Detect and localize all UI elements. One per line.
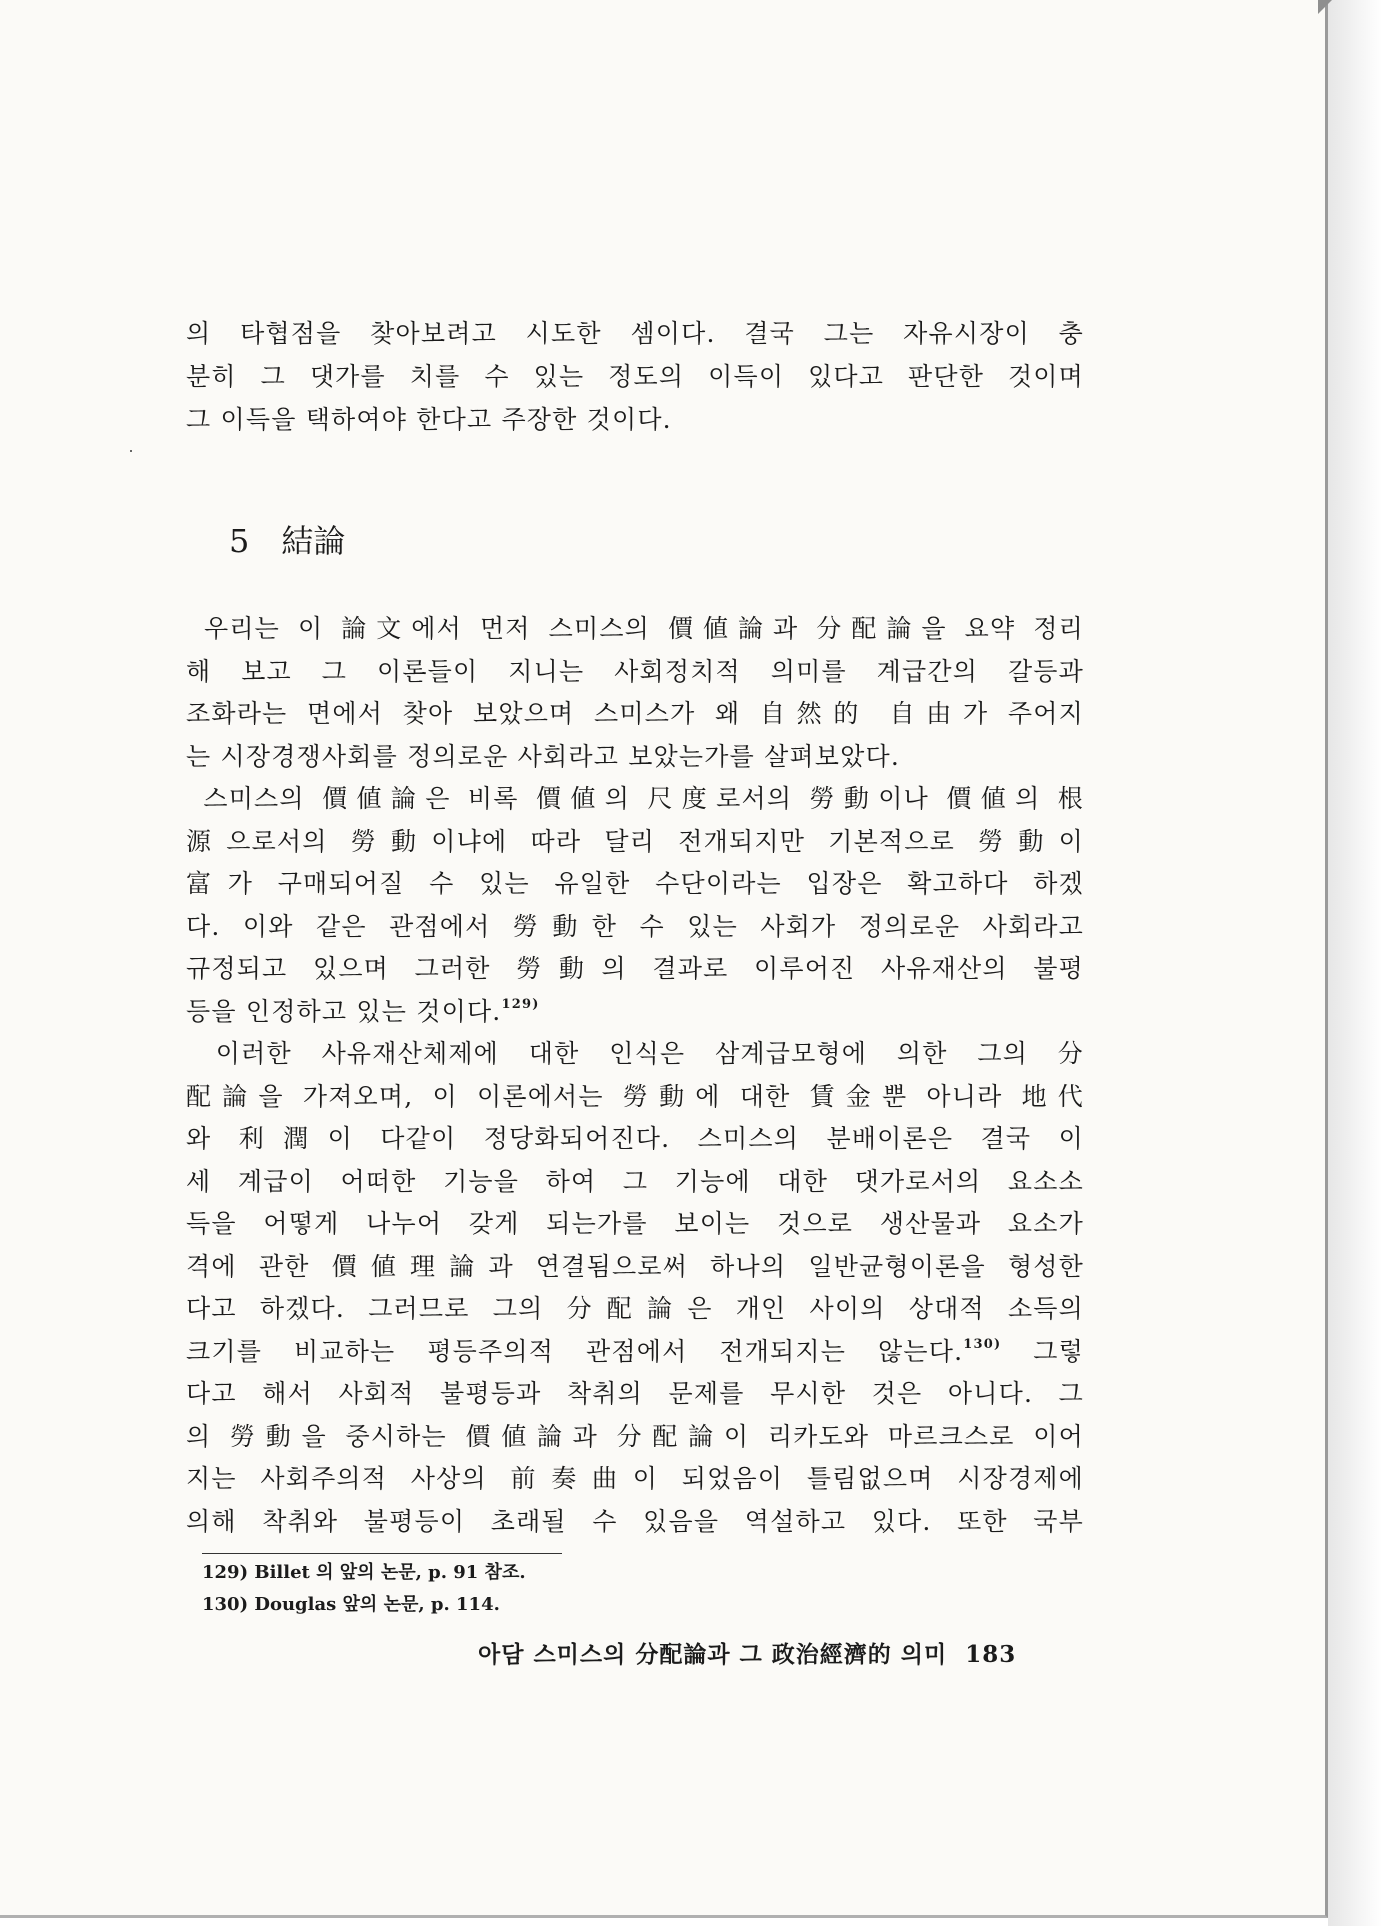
text-line: 와 利潤이 다같이 정당화되어진다. 스미스의 분배이론은 결국 이 <box>186 1124 1084 1153</box>
conclusion-body <box>186 608 1084 1543</box>
page-edge-shadow <box>1328 0 1382 1926</box>
text-line: 다고 해서 사회적 불평등과 착취의 문제를 무시한 것은 아니다. 그 <box>186 1379 1084 1408</box>
intro-paragraph <box>186 312 1084 441</box>
text-line: 지는 사회주의적 사상의 前奏曲이 되었음이 틀림없으며 시장경제에 <box>186 1464 1084 1493</box>
text-line: 격에 관한 價値理論과 연결됨으로써 하나의 일반균형이론을 형성한 <box>186 1251 1084 1281</box>
text-line: 의해 착취와 불평등이 초래될 수 있음을 역설하고 있다. 또한 국부 <box>186 1506 1084 1536</box>
running-footer <box>478 1636 1016 1669</box>
text-line: 의 타협점을 찾아보려고 시도한 셈이다. 결국 그는 자유시장이 충 <box>186 319 1084 348</box>
text-line: 스미스의 價値論은 비록 價値의 尺度로서의 勞動이나 價値의 根 <box>203 784 1084 813</box>
running-title: 아담 스미스의 分配論과 그 政治經濟的 의미 <box>478 1641 948 1668</box>
text-line: 득을 어떻게 나누어 갖게 되는가를 보이는 것으로 생산물과 요소가 <box>186 1209 1084 1238</box>
footnote-ref: 129) <box>501 996 540 1012</box>
page-corner <box>1318 0 1332 14</box>
footnote-130: 130) Douglas 앞의 논문, p. 114. <box>202 1594 500 1615</box>
text-line: 配論을 가져오며, 이 이론에서는 勞動에 대한 賃金뿐 아니라 地代 <box>186 1081 1084 1111</box>
text-line: 다. 이와 같은 관점에서 勞動한 수 있는 사회가 정의로운 사회라고 <box>186 911 1084 941</box>
section-heading <box>229 516 345 562</box>
section-title: 結論 <box>281 522 346 560</box>
text-line: 이러한 사유재산체제에 대한 인식은 삼계급모형에 의한 그의 分 <box>215 1039 1084 1068</box>
text-line: 다고 하겠다. 그러므로 그의 分配論은 개인 사이의 상대적 소득의 <box>186 1294 1084 1323</box>
page-number: 183 <box>965 1641 1017 1668</box>
text-line: 조화라는 면에서 찾아 보았으며 스미스가 왜 自然的 自由가 주어지 <box>186 699 1084 728</box>
text-line: 크기를 비교하는 평등주의적 관점에서 전개되지는 않는다.$^{130)}$ 그렇 <box>186 1336 1084 1366</box>
text-line: 규정되고 있으며 그러한 勞動의 결과로 이루어진 사유재산의 불평 <box>186 954 1084 983</box>
section-number: 5 <box>229 522 250 560</box>
text-line: 세 계급이 어떠한 기능을 하여 그 기능에 대한 댓가로서의 요소소 <box>186 1166 1084 1196</box>
footnote-ref: 130) <box>963 1336 1002 1352</box>
text-line: 源으로서의 勞動이냐에 따라 달리 전개되지만 기본적으로 勞動이 <box>186 826 1084 856</box>
footnotes <box>202 1557 526 1621</box>
text-line: 등을 인정하고 있는 것이다.$^{129)}$ <box>186 996 540 1026</box>
text-line: 富가 구매되어질 수 있는 유일한 수단이라는 입장은 확고하다 하겠 <box>186 869 1084 898</box>
text-line: 의 勞動을 중시하는 價値論과 分配論이 리카도와 마르크스로 이어 <box>186 1421 1084 1451</box>
text-line: 우리는 이 論文에서 먼저 스미스의 價値論과 分配論을 요약 정리 <box>203 614 1085 643</box>
text-line: 해 보고 그 이론들이 지니는 사회정치적 의미를 계급간의 갈등과 <box>186 656 1084 686</box>
scan-speck <box>130 450 132 452</box>
text-line: 그 이득을 택하여야 한다고 주장한 것이다. <box>186 405 672 434</box>
footnote-129: 129) Billet 의 앞의 논문, p. 91 참조. <box>202 1562 526 1583</box>
text-line: 분히 그 댓가를 치를 수 있는 정도의 이득이 있다고 판단한 것이며 <box>186 362 1084 391</box>
text-line: 는 시장경쟁사회를 정의로운 사회라고 보았는가를 살펴보았다. <box>186 741 900 771</box>
footnote-divider <box>202 1553 562 1554</box>
